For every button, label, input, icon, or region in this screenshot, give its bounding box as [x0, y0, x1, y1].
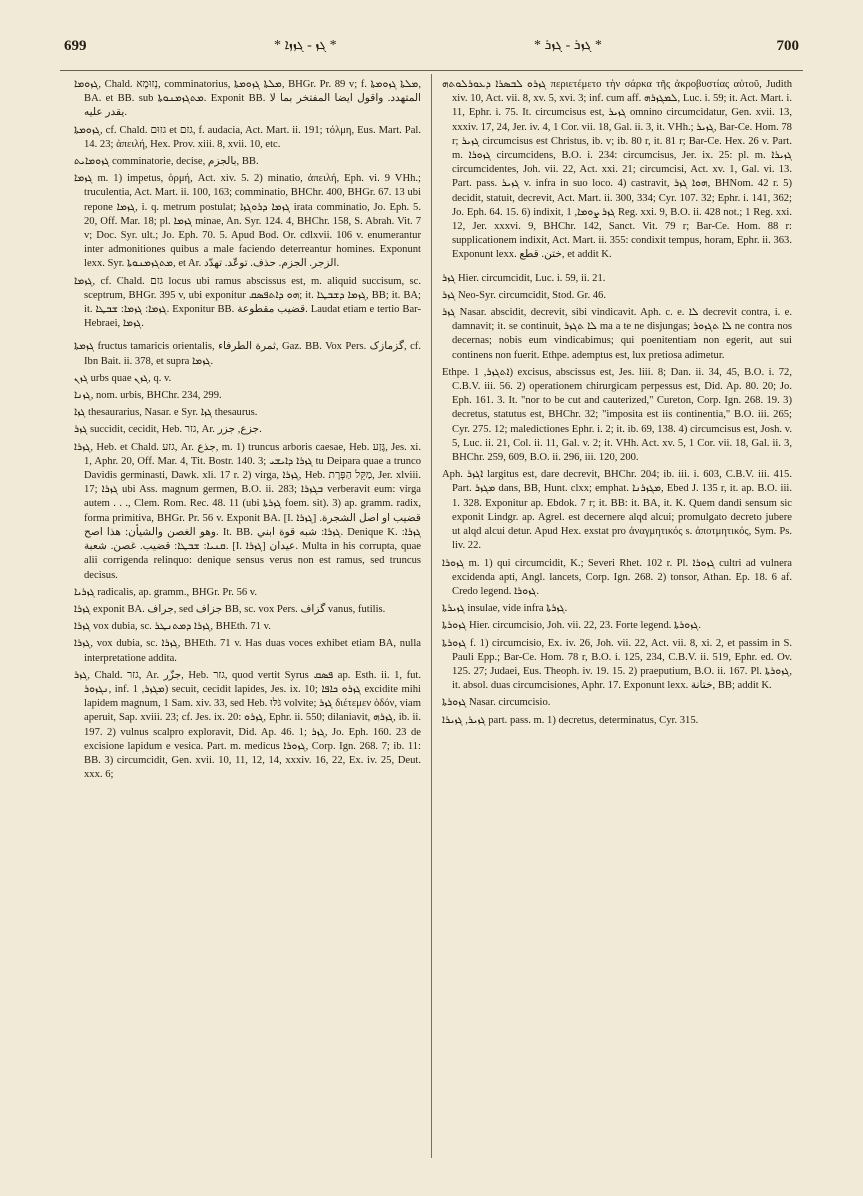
entry: ܓܙܪܘ ܠܒܣܪܐ ܕܥܘܪܠܘܬܗ περιετέμετο τὴν σάρκα τῆς ἀκροβυστίας αὐτοῦ, Judith xiv. 10, Act. vii. 8, xv. 5, xvi. 3; inf. cum aff. ܠܡܓܙܪܗ, Luc. i. 59; it. Act. Mart. i. 11, Ephr. i. 75. It. circumcisus est, ܓܙܝܪ omnino circumcidatur, Gen. xvii. 13, xxxiv. 17, 24, Jer. iv. 4, 1 Cor. vii. 18, Gal. ii. 3, it. VHh.; ܓܙܝܪ, Bar-Ce. Hom. 78 r; ܓܙܝܪ circumcisus est Christus, ib. v; ib. 80 r, it. 81 r; Bar-Ce. Hex. 26 v. Part. m. ܓܙܘܪܐ circumcidens, B.O. i. 234: circumcisus, Jer. ix. 25: pl. m. ܓܙܝܪܐ circumcidentes, Joh. vii. 22, Act. xxi. 21; circumcisi, Act. xv. 1, Gal. vi. 13. Part. pass. ܓܙܝܪ v. infra in suo loco. 4) castravit, ܗܘܐ ܓܙܪ, BHNom. 42 r. 5) decidit, statuit, decrevit, Act. Mart. ii. 300, 334; Cyr. 107. 32; Ephr. i. 141, 362; Jo. Eph. 64. 15. 6) indixit, ܓܙܪ ܨܘܡܐ, 1 Reg. xxi. 9, B.O. ii. 428 not.; 1 Reg. xxi. 12, Jer. xxxvi. 9, BHChr. 142, Sanct. Vit. 79 r; Bar-Ce. Hom. 88 r: supplicationem indixit, Act. Mart. ii. 355: condixit tempus, horam, Ephr. ii. 363. Exponunt lexx. ختن. قطع, et addit K. — [442, 79, 792, 261]
entry: ܓܙܐ thesaurarius, Nasar. e Syr. ܓܙܐ thesaurus. — [74, 407, 258, 419]
entry: ܓܙܘܪܬܐ f. 1) circumcisio, Ex. iv. 26, Joh. vii. 22, Act. vii. 8, xi. 2, et passim in S. Pauli Epp.; Bar-Ce. Hom. 78 r, B.O. i. 125, 234, C.B.V. ii. 519, Ephr. ed. Ov. 125. 27; Judaei, Eus. Theoph. iv. 19. 15. 2) praeputium, B.O. ii. 167. Pl. ܓܙܘܪܬܐ, it. absol. duas circumcisiones, Aphr. 17. Exponunt lexx. ختانة, BB; addit K. — [442, 637, 792, 692]
entry: ܓܙܪܐ exponit BA. جراف, sed جزاف BB, sc. vox Pers. گزاف vanus, futilis. — [74, 603, 386, 615]
entry: ܓܙܡܐ m. 1) impetus, ὁρμή, Act. xiv. 5. 2) minatio, ἀπειλή, Eph. vi. 9 VHh.; truculentia, Act. Mart. ii. 100, 163; comminatio, BHChr. 400, BHGr. 67. 13 ubi repone ܓܙܡܐ, i. q. metrum postulat; ܓܙܡܐ ܕܪܘܓܙܐ irata comminatio, Jo. Eph. 5. 20, Off. Mar. 18; pl. ܓܙܡܐ minae, An. Syr. 124. 4, BHChr. 158, S. Abrah. Vit. 7 v; Doc. Syr. ult.; Jo. Eph. 70. 5. Apud Bod. Or. cdlxvii. 106 v. enumerantur inter admonitiones quibus a male faciendo deterreantur homines. Exponunt lexx. Syr. ܡܬܓܙܡܢܘܬܐ, et Ar. الزجر. الجزم. حذف. توعّد. تهدّد. — [74, 173, 421, 270]
entry: ܓܙܪ succidit, cecidit, Heb. גזר, Ar. جزع, جزر. — [74, 424, 262, 436]
header-rule — [60, 70, 803, 71]
entry: ܓܙܪ Nasar. abscidit, decrevit, sibi vindicavit. Aph. c. e. ܠܐ decrevit contra, i. e. damnavit; it. se continuit, ܠܐ ܬܓܙܪ ma a te ne disjungas; ܠܐ ܬܓܙܘܪ ne contra nos decernas; nobis eum vindicabimus; qui poenitentiam non egerit, aut sui continens non fuerit. Ethpe. ademptus est, lux pretiosa adimetur. — [442, 307, 792, 361]
entry: ܓܙܪ, Chald. גזר, Ar. جزّر, Heb. גזר, quod vertit Syrus ܦܣܩ ap. Esth. ii. 1, fut. ܢܓܙܘܪ, inf. ܡܓܙܪ, 1) secuit, cecidit lapides, Jes. ix. 10; ܓܙܪܘ ܟܐܦܐ excidite mihi lapidem magnum, 1 Sam. xiv. 33, sed Heb. גֹּלּוּ volvite; ܓܙܪ διέτεμεν ὁδόν, viam aperuit, Sap. xviii. 23; cf. Jes. ix. 20: ܓܙܪܘ, Ephr. ii. 550; dilaniavit, ܓܙܪܗ, ib. ii. 197. 2) vulnus scalpro exploravit, Did. Ap. 46. 1; ܓܙܪ, Jo. Eph. 160. 23 de excisione lapidum e vesica. Part. m. medicus ܓܙܘܪܐ, Corp. Ign. 268. 7; ib. 11: BB. 3) circumcidit, Gen. xvii. 10, 11, 12, 14, xxxiv. 16, 22, Ex. iv. 25, Deut. xxx. 6; — [74, 669, 421, 781]
column-divider — [431, 74, 432, 1158]
right-page-number: 700 — [776, 38, 799, 54]
entry: ܓܙܪܐ, vox dubia, sc. ܓܙܪܐ, BHEth. 71 v. Has duas voces exhibet etiam BA, nulla interpretatione addita. — [74, 638, 421, 664]
entry: ܓܙܘܪܐ m. 1) qui circumcidit, K.; Severi Rhet. 102 r. Pl. ܓܙܘܪܐ cultri ad vulnera excidenda apti, Angl. lancets, Corp. Ign. 268. 2) tonsor, Athan. Ep. 18. 6 af. Credo legend. ܓܙܘܪܐ. — [442, 557, 792, 597]
right-running-head: * ܓܙܪ - ܓܙܪ * — [534, 38, 602, 53]
entry: ܓܙܘܡܬܐ, cf. Chald. גזוּם et גזם, f. audacia, Act. Mart. ii. 191; τόλμη, Eus. Mart. Pal. 14. 23; ἀπειλή, Hex. Prov. xiii. 8, xvii. 10, etc. — [74, 124, 421, 150]
entry: ܓܙܡܬܐ fructus tamaricis orientalis, ثمرة الطرفاء, Gaz. BB. Vox Pers. گزمازک, cf. Ibn Bait. ii. 378, et supra ܓܙܡܐ. — [74, 341, 421, 367]
right-column — [442, 78, 792, 1166]
entry: ܓܙܘܡܐ, Chald. נְזוּמָא, comminatorius, ܡܠܬܐ ܓܙܘܡܬܐ, BHGr. Pr. 89 v; f. ܡܠܬܐ ܓܙܘܡܬܐ, BA. et BB. sub ܡܬܓܙܡܢܘܬܐ. Exponit BB. المتهدد. واقول ايضا المفتخر بما لا يقدر عليه. — [74, 79, 421, 119]
entry: ܓܙܝܪ, ܓܙܝܪܐ part. pass. m. 1) decretus, determinatus, Cyr. 315. — [442, 714, 699, 726]
left-running-head: * ܓܙ - ܓܙܙܐ * — [274, 38, 337, 53]
entry: Ethpe. ܐܬܓܙܪ, 1) excisus, abscissus est, Jes. liii. 8; Dan. ii. 34, 45, B.O. i. 72, C.B.V. iii. 56. 2) operationem chirurgicam perpessus est, Did. Ap. 80. 20; Jo. Eph. 161. 3. It. "nor to be cut and cauterized," Cureton, Corp. Ign. 268. 19. 3) decretus, statutus est, BHChr. 32; "imposita est iis continentia," B.O. iii. 265; Cyr. 275. 12; maledictiones Ephr. i. 2; it. ib. 69, 138. 4) circumcisus est, Josh. v. 5, Luc. ii. 21, Col. ii. 11, Gal. v. 2; it. VHh. Act. xv. 5, 1 Cor. vii. 18, Gal. ii. 3, BHChr. 259, 609, B.O. ii. 296, iii. 120, 200. — [442, 366, 792, 464]
left-page-number: 699 — [64, 38, 87, 54]
entry: ܓܙܢܐ, nom. urbis, BHChr. 234, 299. — [74, 390, 222, 402]
entry: ܓܙܪ Neo-Syr. circumcidit, Stod. Gr. 46. — [442, 289, 606, 301]
entry: Aph. ܐܓܙܪ largitus est, dare decrevit, BHChr. 204; ib. iii. i. 603, C.B.V. iii. 415. Part. ܡܓܙܪ dans, BB, Hunt. clxx; emphat. ܡܓܙܪܢܐ, Ebed J. 135 r, it. ap. B.O. iii. 1. 328. Exponitur ap. Ebdok. 7 r; it. BB: it. BA, it. K. Quem dandi sensum sic exponit Lindgr. ap. Agrel. est decernere alqd alcui; promulgato decreto jubere ut alqd alcui detur. Apud Hex. exstat pro ἀναγμητικός s. ἀποτμητικός, Sym. Ps. liv. 22. — [442, 469, 792, 552]
entry: ܓܙܪܐ vox dubia, sc. ܓܙܪܐ ܕܡܬܢܛܪ, BHEth. 71 v. — [74, 621, 271, 633]
entry: ܓܙܢ urbs quae ܓܙܢ, q. v. — [74, 372, 172, 384]
entry: ܓܙܪܝܐ radicalis, ap. gramm., BHGr. Pr. 56 v. — [74, 586, 258, 598]
entry: ܓܙܪܐ, Heb. et Chald. גזע, Ar. جذع, m. 1) truncus arboris caesae, Heb. גֶּזַע, Jes. xi. 1, Aphr. 20, Off. Mar. 4, Tit. Bostr. 140. 3; ܓܙܪܐ ܕܐܝܫܝ tu Deipara quae a trunco Davidis germinasti, Dawk. xli. 17 r. 2) virga, ܓܙܪܐ, Heb. מַקֵּל הַפְּרָת, Jer. xlviii. 17; ܓܙܪܐ ubi Ass. magnum germen, B.O. ii. 283; ܒܓܙܪܐ verberavit eum: virga autem . . ., Clem. Rom. Rec. 48. 11 (ubi ܓܙܪܬܐ foem. sit). 3) ap. gramm. radix, forma primitiva, BHGr. Pr. 56 v. Exponit BA. [I. ܓܙܪܐ] قضيب او اصل الشجرة. وهو الغصن والشيأن: هذا اصح. It. BB. ܓܙܪܐ: شبه قوة ابني. Denique K. ܓܙܪܐ: ܩܢܝܐ: ܫܒܛܐ: قضيب. غصن. شعبة. [I. ܓܙܪܐ] عيدان. Multa in his corrupta, quae alii corrigenda relinquo: denique sensus verus non est ramus, sed truncus decisus. — [74, 441, 421, 581]
entry: ܓܙܡܐ, cf. Chald. גזם locus ubi ramus abscissus est, m. aliquid succisum, sc. sceptrum, BHGr. 395 v, ubi exponitur ܗܘ ܕܐܬܦܣܩ; it. ܓܙܡܐ ܕܫܒܛܐ, BB; it. BA; it. ܓܙܡܐ: ܓܙܡܐ: ܫܒܛܐ. Exponitur BB. قضيب مقطوعة. Laudat etiam e tertio Bar-Hebraei, ܓܙܡܐ. — [74, 275, 421, 330]
entry: ܓܙܘܪܬܐ Hier. circumcisio, Joh. vii. 22, 23. Forte legend. ܓܙܘܪܬܐ. — [442, 620, 702, 632]
page-header — [64, 38, 799, 62]
entry: ܓܙܘܡܐܝܬ comminatorie, decise, بالجزم, BB. — [74, 156, 259, 168]
entry: ܓܙܘܪܬܐ Nasar. circumcisio. — [442, 697, 551, 709]
entry: ܓܙܪ Hier. circumcidit, Luc. i. 59, ii. 21. — [442, 272, 606, 284]
left-column — [74, 78, 421, 1166]
entry: ܓܙܝܪܬܐ insulae, vide infra ܓܙܪܬܐ. — [442, 603, 568, 615]
